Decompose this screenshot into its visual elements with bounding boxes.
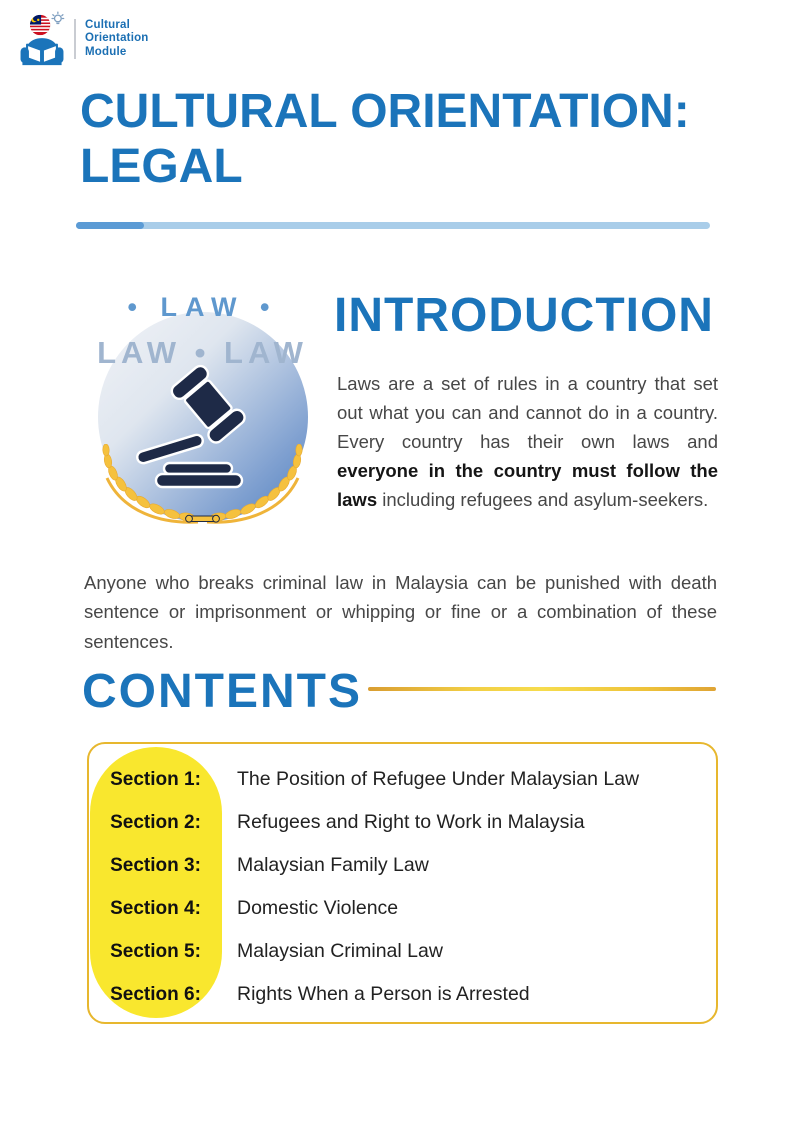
logo-divider <box>74 19 76 59</box>
intro-text-before: Laws are a set of rules in a country that set out what you can and cannot do in a country. Every country has their own laws and <box>337 372 718 452</box>
intro-text-after: including refugees and asylum-seekers. <box>377 488 709 510</box>
section-row-1 <box>89 758 716 801</box>
book-reader-icon <box>14 10 70 68</box>
section-5-title: Malaysian Criminal Law <box>237 940 443 962</box>
section-6-label: Section 6: <box>110 983 201 1005</box>
criminal-law-paragraph: Anyone who breaks criminal law in Malaysia can be punished with death sentence or imprisonment or whipping or fine or a combination of these sentences. <box>84 571 717 652</box>
section-row-4 <box>89 887 716 930</box>
section-row-6 <box>89 973 716 1016</box>
section-1-title: The Position of Refugee Under Malaysian Law <box>237 768 640 790</box>
introduction-heading: INTRODUCTION <box>334 289 714 342</box>
section-row-2 <box>89 801 716 844</box>
sections-list <box>89 744 716 1016</box>
section-1-label: Section 1: <box>110 768 201 790</box>
law-illustration <box>90 288 315 530</box>
law-text-middle: LAW • LAW <box>97 335 308 370</box>
title-divider-accent <box>76 222 144 229</box>
page-title-line2: LEGAL <box>80 140 243 193</box>
section-row-3 <box>89 844 716 887</box>
page-title-line1: CULTURAL ORIENTATION: <box>80 85 690 138</box>
logo-text-line2: Orientation <box>85 32 149 45</box>
lightbulb-icon <box>52 12 64 23</box>
section-3-label: Section 3: <box>110 854 201 876</box>
contents-box <box>87 742 718 1024</box>
logo-text-line3: Module <box>85 45 127 58</box>
logo-text <box>85 19 149 60</box>
section-3-title: Malaysian Family Law <box>237 854 429 876</box>
contents-accent-line <box>368 687 716 691</box>
intro-text-bold: everyone in the country must follow the laws <box>337 459 718 510</box>
section-4-title: Domestic Violence <box>237 897 399 919</box>
contents-heading: CONTENTS <box>82 665 362 718</box>
logo-text-line1: Cultural <box>85 18 131 31</box>
section-row-5 <box>89 930 716 973</box>
section-2-title: Refugees and Right to Work in Malaysia <box>237 811 585 833</box>
introduction-paragraph <box>337 369 718 514</box>
section-4-label: Section 4: <box>110 897 201 919</box>
title-divider <box>76 222 710 229</box>
app-logo <box>14 10 149 68</box>
section-5-label: Section 5: <box>110 940 201 962</box>
section-6-title: Rights When a Person is Arrested <box>237 983 530 1005</box>
page-title <box>80 84 690 194</box>
law-text-top: • LAW • <box>127 292 278 322</box>
malaysia-flag-icon <box>28 13 51 36</box>
section-2-label: Section 2: <box>110 811 201 833</box>
gavel-icon <box>132 364 284 496</box>
